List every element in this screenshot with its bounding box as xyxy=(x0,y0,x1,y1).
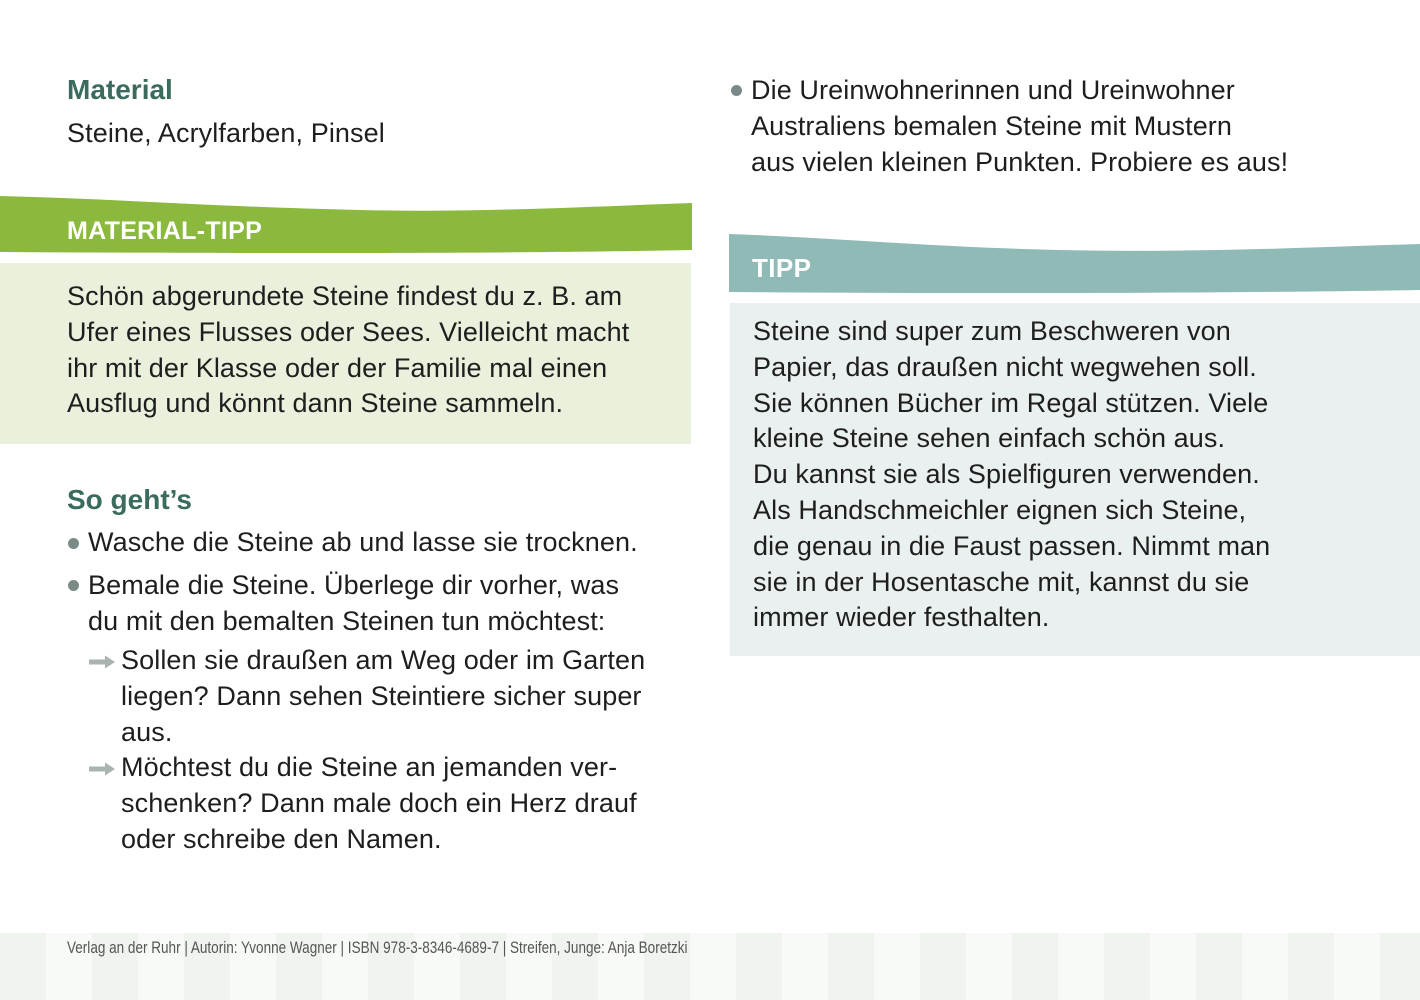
text-line: aus. xyxy=(121,716,173,747)
text-line: sie in der Hosentasche mit, kannst du sie xyxy=(753,566,1250,597)
text-line: Steine sind super zum Beschweren von xyxy=(753,316,1231,346)
text-line: Wasche die Steine ab und lasse sie trocknen. xyxy=(88,527,638,557)
text-line: Sollen sie draußen am Weg oder im Garten xyxy=(121,645,646,675)
list-item xyxy=(88,525,688,561)
text-line: immer wieder festhalten. xyxy=(753,602,1050,633)
material-tip-text xyxy=(67,279,687,422)
text-line: Die Ureinwohnerinnen und Ureinwohner xyxy=(751,75,1235,105)
tipp-banner xyxy=(729,232,1420,294)
footer-credit: Verlag an der Ruhr | Autorin: Yvonne Wagner | ISBN 978-3-8346-4689-7 | Streifen, Junge: Anja Boretzki xyxy=(67,939,688,957)
material-list: Steine, Acrylfarben, Pinsel xyxy=(67,118,385,148)
tipp-title: TIPP xyxy=(752,253,812,283)
material-heading: Material xyxy=(67,74,173,105)
list-item xyxy=(88,568,688,640)
text-line: aus vielen kleinen Punkten. Probiere es aus! xyxy=(751,146,1289,177)
text-line: kleine Steine sehen einfach schön aus. xyxy=(753,423,1226,454)
text-line: Du kannst sie als Spielfiguren verwenden. xyxy=(753,459,1260,490)
bullet-icon xyxy=(68,580,79,591)
text-line: Schön abgerundete Steine findest du z. B. am xyxy=(67,281,623,311)
text-line: Sie können Bücher im Regal stützen. Viele xyxy=(753,387,1269,418)
text-line: Papier, das draußen nicht wegwehen soll. xyxy=(753,351,1257,382)
bullet-icon xyxy=(731,85,742,96)
text-line: Bemale die Steine. Überlege dir vorher, was xyxy=(88,570,620,600)
text-line: Ausflug und könnt dann Steine sammeln. xyxy=(67,388,564,419)
list-item xyxy=(121,643,691,750)
text-line: ihr mit der Klasse oder der Familie mal einen xyxy=(67,352,608,383)
list-item xyxy=(121,750,691,857)
text-line: liegen? Dann sehen Steintiere sicher super xyxy=(121,680,642,711)
text-line: Als Handschmeichler eignen sich Steine, xyxy=(753,494,1247,525)
text-line: du mit den bemalten Steinen tun möchtest: xyxy=(88,605,606,636)
material-tip-title: MATERIAL-TIPP xyxy=(67,217,263,245)
arrow-right-icon xyxy=(88,761,116,777)
text-line: Ufer eines Flusses oder Sees. Vielleicht macht xyxy=(67,316,630,347)
text-line: schenken? Dann male doch ein Herz drauf xyxy=(121,787,637,818)
arrow-right-icon xyxy=(88,654,116,670)
tipp-text xyxy=(753,314,1393,636)
text-line: die genau in die Faust passen. Nimmt man xyxy=(753,530,1271,561)
howto-heading: So geht’s xyxy=(67,484,192,515)
bullet-icon xyxy=(68,538,79,549)
text-line: oder schreibe den Namen. xyxy=(121,823,442,854)
text-line: Möchtest du die Steine an jemanden ver- xyxy=(121,752,618,782)
extra-tip-text xyxy=(751,73,1391,180)
text-line: Australiens bemalen Steine mit Mustern xyxy=(751,110,1233,141)
